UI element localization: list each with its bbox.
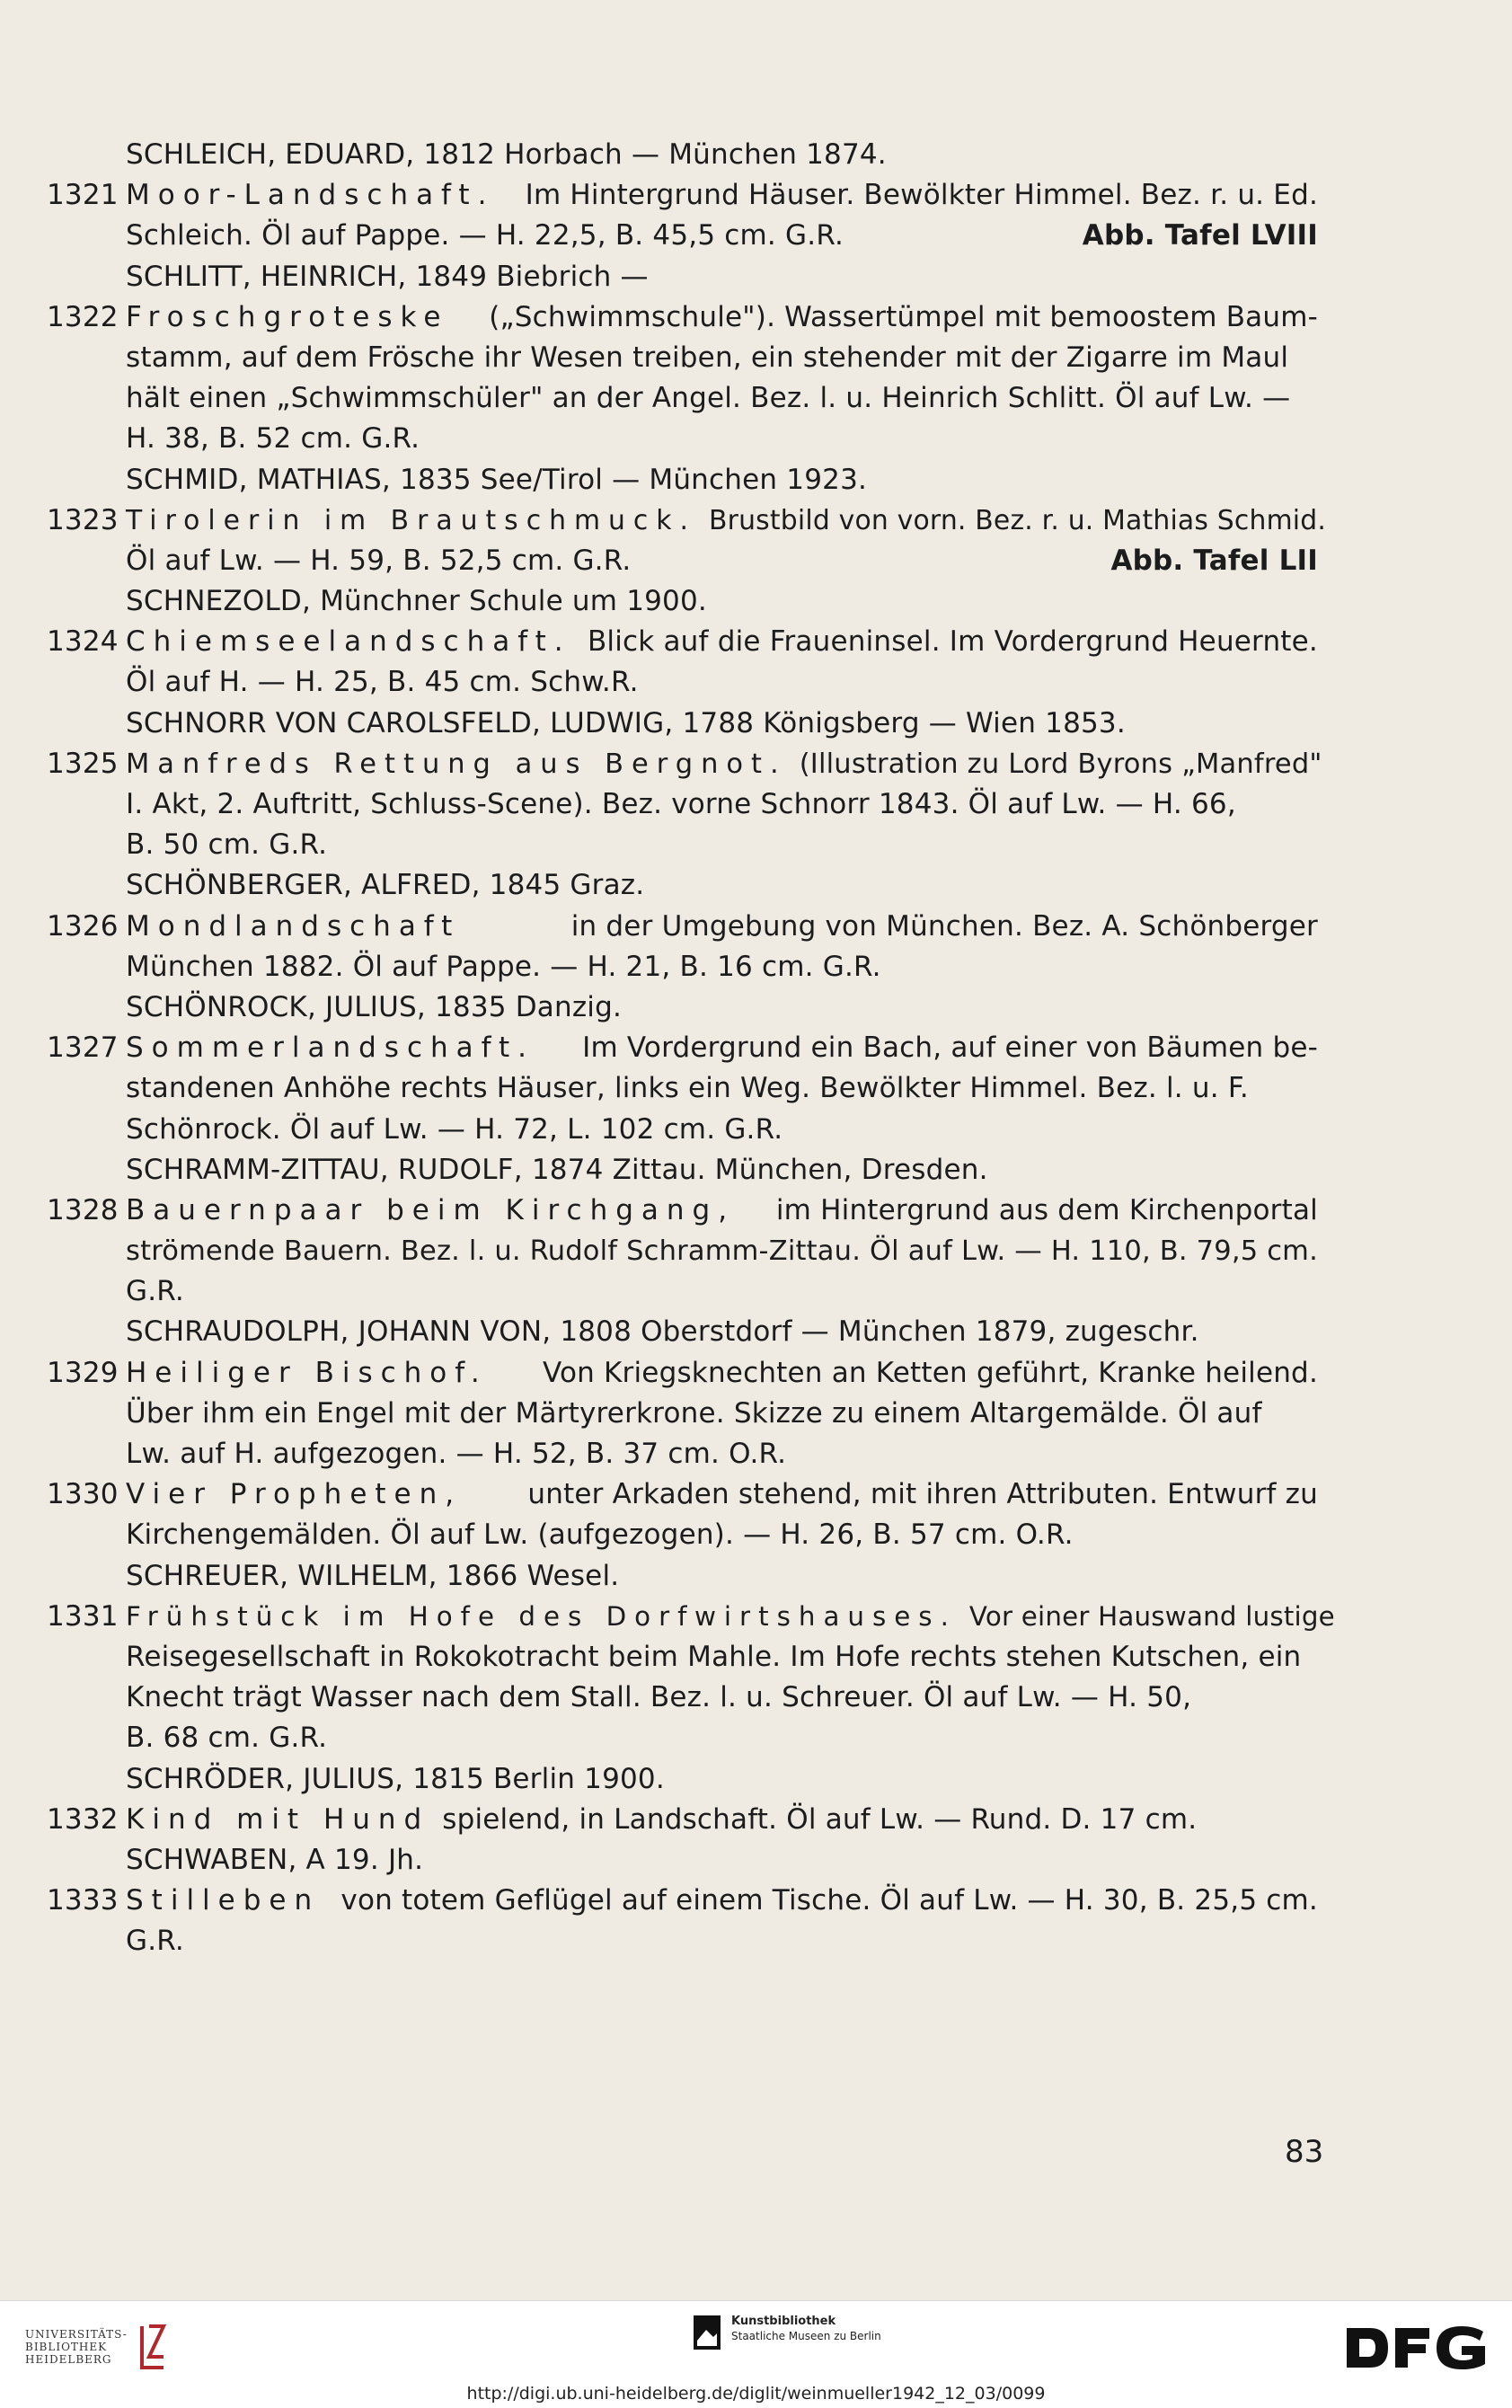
artist-heading — [0, 1150, 1512, 1191]
artwork-description: von totem Geflügel auf einem Tische. Öl auf Lw. — H. 30, B. 25,5 cm. — [340, 1884, 1318, 1917]
artwork-title: Bauernpaar beim Kirchgang, — [126, 1193, 736, 1226]
line-content: strömende Bauern. Bez. l. u. Rudolf Schramm-Zittau. Öl auf Lw. — H. 110, B. 79,5 cm. — [126, 1235, 1318, 1268]
line-text — [126, 622, 1318, 662]
artwork-title: Moor-Landschaft. — [126, 179, 495, 212]
line-content: Schönrock. Öl auf Lw. — H. 72, L. 102 cm. G.R. — [126, 1112, 783, 1146]
catalog-entry-line — [0, 1028, 1512, 1068]
line-content: SCHREUER, WILHELM, 1866 Wesel. — [126, 1559, 620, 1592]
artwork-description: Blick auf die Fraueninsel. Im Vordergrund Heuernte. — [587, 625, 1318, 659]
line-text — [126, 1921, 1318, 1961]
entry-continuation-line — [0, 216, 1512, 256]
lot-number: 1329 — [47, 1356, 119, 1389]
line-content: SCHWABEN, A 19. Jh. — [126, 1843, 424, 1876]
entry-continuation-line — [0, 1110, 1512, 1150]
kunstbibliothek-logo[interactable] — [692, 2314, 881, 2351]
lot-number: 1326 — [47, 909, 119, 943]
line-text — [126, 1434, 1318, 1474]
line-content: Kirchengemälden. Öl auf Lw. (aufgezogen). — H. 26, B. 57 cm. O.R. — [126, 1518, 1074, 1552]
line-text — [126, 744, 1322, 784]
line-content: Reisegesellschaft in Rokokotracht beim Mahle. Im Hofe rechts stehen Kutschen, ein — [126, 1640, 1302, 1673]
lot-number: 1325 — [47, 747, 119, 780]
artist-heading — [0, 704, 1512, 744]
ub-logo-text: UNIVERSITÄTS- BIBLIOTHEK HEIDELBERG — [25, 2328, 128, 2366]
line-text — [126, 1678, 1318, 1718]
line-text — [126, 784, 1318, 825]
artwork-title: Stilleben — [126, 1884, 321, 1917]
entry-continuation-line — [0, 419, 1512, 459]
artist-heading — [0, 987, 1512, 1028]
lot-number: 1330 — [47, 1478, 119, 1511]
artist-heading — [0, 460, 1512, 500]
line-content: standenen Anhöhe rechts Häuser, links ein Weg. Bewölkter Himmel. Bez. l. u. F. — [126, 1072, 1249, 1105]
page-number: 83 — [1285, 2134, 1324, 2170]
catalog-entry-line — [0, 500, 1512, 541]
line-text — [126, 1718, 1318, 1758]
catalog-entry-line — [0, 1474, 1512, 1515]
line-content: G.R. — [126, 1925, 184, 1958]
lot-number: 1324 — [47, 625, 119, 659]
line-text — [126, 865, 1318, 906]
entry-continuation-line — [0, 541, 1512, 581]
artwork-description: Von Kriegsknechten an Ketten geführt, Kranke heilend. — [542, 1356, 1318, 1389]
line-content: SCHLITT, HEINRICH, 1849 Biebrich — — [126, 260, 649, 293]
line-text — [126, 1231, 1318, 1271]
line-text — [126, 135, 1318, 175]
line-text — [126, 1028, 1318, 1068]
line-content: SCHÖNBERGER, ALFRED, 1845 Graz. — [126, 869, 645, 902]
entry-continuation-line — [0, 1068, 1512, 1109]
entry-continuation-line — [0, 947, 1512, 987]
line-content: B. 68 cm. G.R. — [126, 1722, 328, 1755]
catalog-entry-line — [0, 907, 1512, 947]
entry-continuation-line — [0, 1231, 1512, 1271]
artwork-title: Mondlandschaft — [126, 909, 461, 943]
entry-continuation-line — [0, 784, 1512, 825]
line-text — [126, 1637, 1318, 1678]
line-text — [126, 1840, 1318, 1881]
line-text — [126, 1191, 1318, 1231]
catalog-entry-line — [0, 1800, 1512, 1840]
lot-number: 1333 — [47, 1884, 119, 1917]
line-text — [126, 1759, 1318, 1800]
artist-heading — [0, 1312, 1512, 1352]
line-content: Über ihm ein Engel mit der Märtyrerkrone. Skizze zu einem Altargemälde. Öl auf — [126, 1396, 1262, 1430]
entry-continuation-line — [0, 1515, 1512, 1555]
line-content: SCHRAUDOLPH, JOHANN VON, 1808 Oberstdorf — München 1879, zugeschr. — [126, 1315, 1199, 1349]
line-content: SCHRAMM-ZITTAU, RUDOLF, 1874 Zittau. München, Dresden. — [126, 1153, 988, 1186]
catalog-entry-line — [0, 1881, 1512, 1921]
line-text — [126, 297, 1318, 338]
catalog-entry-line — [0, 622, 1512, 662]
artwork-description: („Schwimmschule"). Wassertümpel mit bemoostem Baum- — [489, 300, 1318, 333]
entry-continuation-line — [0, 1678, 1512, 1718]
line-content: Öl auf H. — H. 25, B. 45 cm. Schw.R. — [126, 666, 639, 699]
artwork-description: im Hintergrund aus dem Kirchenportal — [775, 1193, 1318, 1226]
line-content: H. 38, B. 52 cm. G.R. — [126, 422, 420, 456]
catalog-entry-line — [0, 1191, 1512, 1231]
artwork-description: Im Vordergrund ein Bach, auf einer von Bäumen be- — [582, 1031, 1318, 1065]
artwork-description: Brustbild von vorn. Bez. r. u. Mathias Schmid. — [709, 504, 1327, 536]
artist-heading — [0, 1556, 1512, 1597]
plate-reference: Abb. Tafel LVIII — [1082, 219, 1318, 252]
artwork-description: in der Umgebung von München. Bez. A. Schönberger — [570, 909, 1318, 943]
entry-continuation-line — [0, 1637, 1512, 1678]
artwork-title: Frühstück im Hofe des Dorfwirtshauses. — [126, 1600, 957, 1632]
line-content: SCHNORR VON CAROLSFELD, LUDWIG, 1788 Königsberg — Wien 1853. — [126, 706, 1126, 739]
line-text — [126, 581, 1318, 622]
entry-continuation-line — [0, 1394, 1512, 1434]
artist-heading — [0, 581, 1512, 622]
line-content: B. 50 cm. G.R. — [126, 828, 328, 862]
entry-continuation-line — [0, 1718, 1512, 1758]
line-text — [126, 419, 1318, 459]
line-text — [126, 1515, 1318, 1555]
lot-number: 1327 — [47, 1031, 119, 1065]
artwork-title: Chiemseelandschaft. — [126, 625, 571, 659]
line-text — [126, 1881, 1318, 1921]
line-text — [126, 662, 1318, 703]
line-content: I. Akt, 2. Auftritt, Schluss-Scene). Bez. vorne Schnorr 1843. Öl auf Lw. — H. 66, — [126, 788, 1236, 820]
line-text — [126, 947, 1318, 987]
artwork-description: spielend, in Landschaft. Öl auf Lw. — Rund. D. 17 cm. — [442, 1802, 1198, 1836]
entry-continuation-line — [0, 378, 1512, 419]
line-text — [126, 1474, 1318, 1515]
catalog-entry-line — [0, 297, 1512, 338]
line-text — [126, 1271, 1318, 1312]
catalog-entry-line — [0, 1597, 1512, 1637]
entry-continuation-line — [0, 662, 1512, 703]
line-text — [126, 460, 1318, 500]
line-content: hält einen „Schwimmschüler" an der Angel. Bez. l. u. Heinrich Schlitt. Öl auf Lw. — — [126, 382, 1291, 415]
line-text — [126, 338, 1318, 378]
artist-heading — [0, 1759, 1512, 1800]
kunstbibliothek-text: Kunstbibliothek Staatliche Museen zu Berlin — [731, 2315, 881, 2342]
lot-number: 1328 — [47, 1193, 119, 1226]
line-content: Schleich. Öl auf Pappe. — H. 22,5, B. 45,5 cm. G.R. — [126, 219, 844, 252]
lot-number: 1321 — [47, 179, 119, 212]
line-text — [126, 1597, 1335, 1637]
line-text — [126, 257, 1318, 297]
kunstbibliothek-mark-icon — [692, 2314, 722, 2351]
line-text — [126, 500, 1327, 541]
line-content: SCHÖNROCK, JULIUS, 1835 Danzig. — [126, 990, 623, 1023]
line-text — [126, 175, 1318, 216]
catalog-text — [0, 135, 1512, 1961]
artwork-description: Vor einer Hauswand lustige — [968, 1600, 1335, 1632]
plate-reference: Abb. Tafel LII — [1110, 544, 1318, 577]
lot-number: 1323 — [47, 503, 119, 536]
line-text — [126, 1068, 1318, 1109]
line-text — [126, 704, 1318, 744]
line-text — [126, 1556, 1318, 1597]
dfg-logo-icon[interactable] — [1343, 2323, 1490, 2373]
entry-continuation-line — [0, 1921, 1512, 1961]
line-text — [126, 825, 1318, 865]
artwork-title: Heiliger Bischof. — [126, 1356, 488, 1389]
artist-heading — [0, 257, 1512, 297]
ub-mark-icon — [137, 2321, 169, 2373]
line-text — [126, 1110, 1318, 1150]
lot-number: 1331 — [47, 1599, 119, 1633]
line-content: Knecht trägt Wasser nach dem Stall. Bez. l. u. Schreuer. Öl auf Lw. — H. 50, — [126, 1681, 1192, 1714]
entry-continuation-line — [0, 825, 1512, 865]
source-url[interactable]: http://digi.ub.uni-heidelberg.de/diglit/weinmueller1942_12_03/0099 — [466, 2384, 1046, 2404]
catalog-entry-line — [0, 175, 1512, 216]
line-content: Lw. auf H. aufgezogen. — H. 52, B. 37 cm. O.R. — [126, 1438, 787, 1470]
artist-heading — [0, 1840, 1512, 1881]
line-text — [126, 907, 1318, 947]
artwork-title: Kind mit Hund — [126, 1802, 430, 1836]
entry-continuation-line — [0, 338, 1512, 378]
entry-continuation-line — [0, 1434, 1512, 1474]
line-text — [126, 1353, 1318, 1394]
artwork-title: Sommerlandschaft. — [126, 1031, 535, 1065]
catalog-entry-line — [0, 744, 1512, 784]
line-text — [126, 378, 1318, 419]
footer-bar — [0, 2300, 1512, 2408]
lot-number: 1332 — [47, 1802, 119, 1836]
artwork-title: Tirolerin im Brautschmuck. — [126, 504, 696, 536]
line-content: SCHNEZOLD, Münchner Schule um 1900. — [126, 585, 707, 618]
line-content: SCHRÖDER, JULIUS, 1815 Berlin 1900. — [126, 1762, 665, 1795]
ub-heidelberg-logo[interactable] — [25, 2321, 169, 2373]
artwork-title: Vier Propheten, — [126, 1478, 463, 1511]
entry-continuation-line — [0, 1271, 1512, 1312]
line-text — [126, 1150, 1318, 1191]
line-content: München 1882. Öl auf Pappe. — H. 21, B. 16 cm. G.R. — [126, 950, 881, 983]
line-content: G.R. — [126, 1275, 184, 1308]
line-content: Öl auf Lw. — H. 59, B. 52,5 cm. G.R. — [126, 544, 632, 577]
artwork-description: unter Arkaden stehend, mit ihren Attributen. Entwurf zu — [527, 1478, 1318, 1511]
line-text — [126, 1394, 1318, 1434]
line-text — [126, 987, 1318, 1028]
line-content: stamm, auf dem Frösche ihr Wesen treiben, ein stehender mit der Zigarre im Maul — [126, 341, 1289, 374]
artwork-description: Im Hintergrund Häuser. Bewölkter Himmel. Bez. r. u. Ed. — [525, 179, 1318, 212]
line-content: SCHLEICH, EDUARD, 1812 Horbach — München 1874. — [126, 138, 887, 171]
line-content: SCHMID, MATHIAS, 1835 See/Tirol — München 1923. — [126, 463, 868, 496]
artwork-title: Manfreds Rettung aus Bergnot. — [126, 748, 787, 780]
lot-number: 1322 — [47, 300, 119, 333]
artwork-title: Froschgroteske — [126, 300, 449, 333]
line-text — [126, 1312, 1318, 1352]
artist-heading — [0, 865, 1512, 906]
artwork-description: (Illustration zu Lord Byrons „Manfred" — [799, 748, 1322, 780]
artist-heading — [0, 135, 1512, 175]
line-text — [126, 1800, 1318, 1840]
catalog-entry-line — [0, 1353, 1512, 1394]
